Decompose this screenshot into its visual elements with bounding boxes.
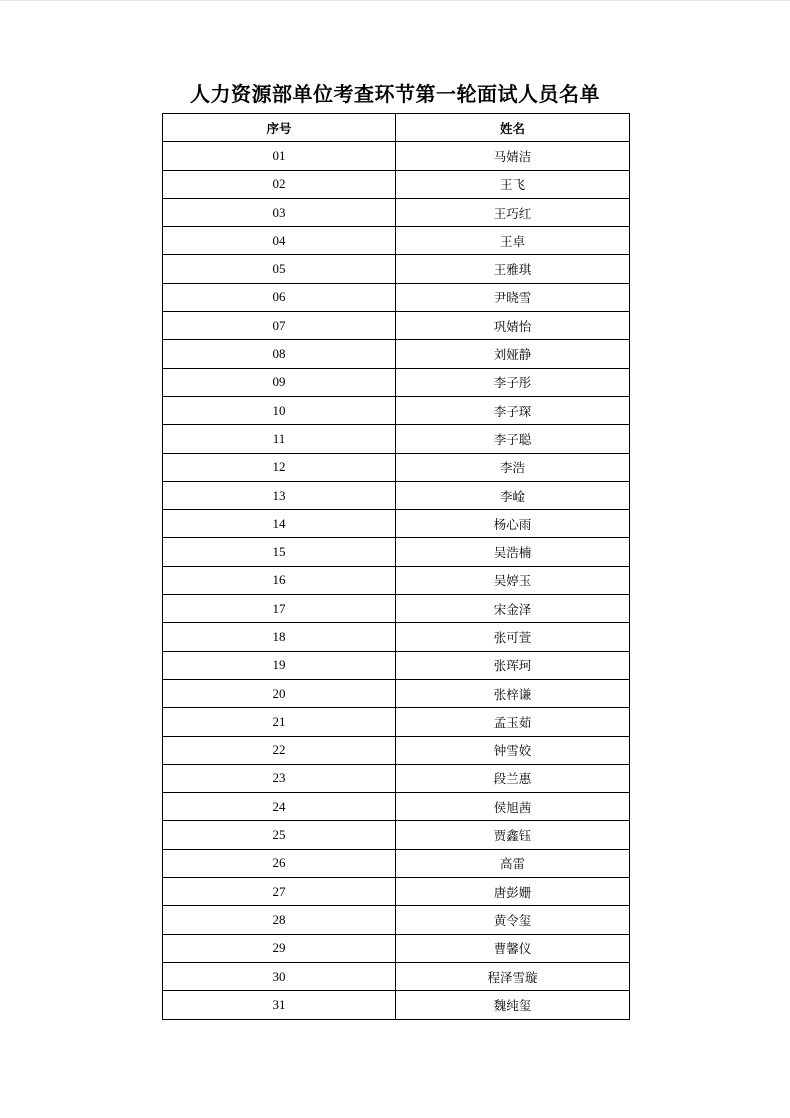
row-name-cell: 曹馨仪 (396, 934, 630, 962)
table-row (163, 481, 630, 509)
row-number-cell: 29 (163, 934, 396, 962)
table-row (163, 906, 630, 934)
row-name-cell: 魏纯玺 (396, 991, 630, 1019)
row-number-cell: 28 (163, 906, 396, 934)
row-number-cell: 10 (163, 396, 396, 424)
row-number-cell: 09 (163, 368, 396, 396)
row-number-cell: 20 (163, 679, 396, 707)
row-name-cell: 段兰惠 (396, 764, 630, 792)
table-row (163, 255, 630, 283)
table-row (163, 142, 630, 170)
row-number-cell: 22 (163, 736, 396, 764)
table-row (163, 708, 630, 736)
table-row (163, 510, 630, 538)
row-number-cell: 23 (163, 764, 396, 792)
row-number-cell: 25 (163, 821, 396, 849)
document-title: 人力资源部单位考查环节第一轮面试人员名单 (190, 82, 600, 106)
row-name-cell: 王雅琪 (396, 255, 630, 283)
row-name-cell: 杨心雨 (396, 510, 630, 538)
row-name-cell: 吴婷玉 (396, 566, 630, 594)
row-name-cell: 王飞 (396, 170, 630, 198)
row-number-cell: 18 (163, 623, 396, 651)
row-number-cell: 14 (163, 510, 396, 538)
row-number-cell: 02 (163, 170, 396, 198)
row-name-cell: 李崯 (396, 481, 630, 509)
table-row (163, 934, 630, 962)
row-name-cell: 宋金泽 (396, 595, 630, 623)
row-name-cell: 孟玉茹 (396, 708, 630, 736)
row-number-cell: 15 (163, 538, 396, 566)
row-name-cell: 巩婧怡 (396, 312, 630, 340)
table-row (163, 566, 630, 594)
row-number-cell: 03 (163, 198, 396, 226)
table-header-row (163, 114, 630, 142)
row-number-cell: 05 (163, 255, 396, 283)
row-name-cell: 高雷 (396, 849, 630, 877)
row-number-cell: 16 (163, 566, 396, 594)
row-number-cell: 08 (163, 340, 396, 368)
row-number-cell: 06 (163, 283, 396, 311)
row-number-cell: 11 (163, 425, 396, 453)
table-row (163, 227, 630, 255)
row-name-cell: 唐彭姗 (396, 878, 630, 906)
row-name-cell: 刘娅静 (396, 340, 630, 368)
row-number-cell: 27 (163, 878, 396, 906)
table-body (163, 142, 630, 1019)
row-name-cell: 尹晓雪 (396, 283, 630, 311)
row-number-cell: 31 (163, 991, 396, 1019)
table-row (163, 425, 630, 453)
row-number-cell: 12 (163, 453, 396, 481)
table-row (163, 453, 630, 481)
row-name-cell: 侯旭茜 (396, 793, 630, 821)
table-row (163, 991, 630, 1019)
table-row (163, 849, 630, 877)
row-name-cell: 李子琛 (396, 396, 630, 424)
row-number-cell: 19 (163, 651, 396, 679)
row-name-cell: 钟雪姣 (396, 736, 630, 764)
table-row (163, 679, 630, 707)
table-row (163, 793, 630, 821)
row-name-cell: 程泽雪璇 (396, 962, 630, 990)
row-number-cell: 07 (163, 312, 396, 340)
table-row (163, 198, 630, 226)
table-row (163, 878, 630, 906)
table-row (163, 962, 630, 990)
table-row (163, 651, 630, 679)
column-header-name: 姓名 (396, 114, 630, 142)
row-name-cell: 李子彤 (396, 368, 630, 396)
roster-table (162, 113, 630, 1020)
row-name-cell: 贾鑫钰 (396, 821, 630, 849)
row-number-cell: 13 (163, 481, 396, 509)
page-top-edge (0, 0, 790, 1)
row-name-cell: 张珲珂 (396, 651, 630, 679)
table-row (163, 312, 630, 340)
table-row (163, 821, 630, 849)
table-row (163, 368, 630, 396)
row-number-cell: 21 (163, 708, 396, 736)
row-name-cell: 张梓谦 (396, 679, 630, 707)
table-row (163, 170, 630, 198)
table-row (163, 283, 630, 311)
row-number-cell: 04 (163, 227, 396, 255)
table-row (163, 340, 630, 368)
table-row (163, 764, 630, 792)
row-number-cell: 24 (163, 793, 396, 821)
row-name-cell: 李子聪 (396, 425, 630, 453)
row-name-cell: 李浩 (396, 453, 630, 481)
row-number-cell: 26 (163, 849, 396, 877)
row-name-cell: 黄令玺 (396, 906, 630, 934)
row-name-cell: 吴浩楠 (396, 538, 630, 566)
row-name-cell: 王卓 (396, 227, 630, 255)
table-row (163, 595, 630, 623)
column-header-number: 序号 (163, 114, 396, 142)
row-name-cell: 王巧红 (396, 198, 630, 226)
table-row (163, 623, 630, 651)
table-row (163, 538, 630, 566)
table-row (163, 736, 630, 764)
row-number-cell: 01 (163, 142, 396, 170)
row-number-cell: 17 (163, 595, 396, 623)
row-number-cell: 30 (163, 962, 396, 990)
row-name-cell: 张可萱 (396, 623, 630, 651)
table-row (163, 396, 630, 424)
row-name-cell: 马婧洁 (396, 142, 630, 170)
